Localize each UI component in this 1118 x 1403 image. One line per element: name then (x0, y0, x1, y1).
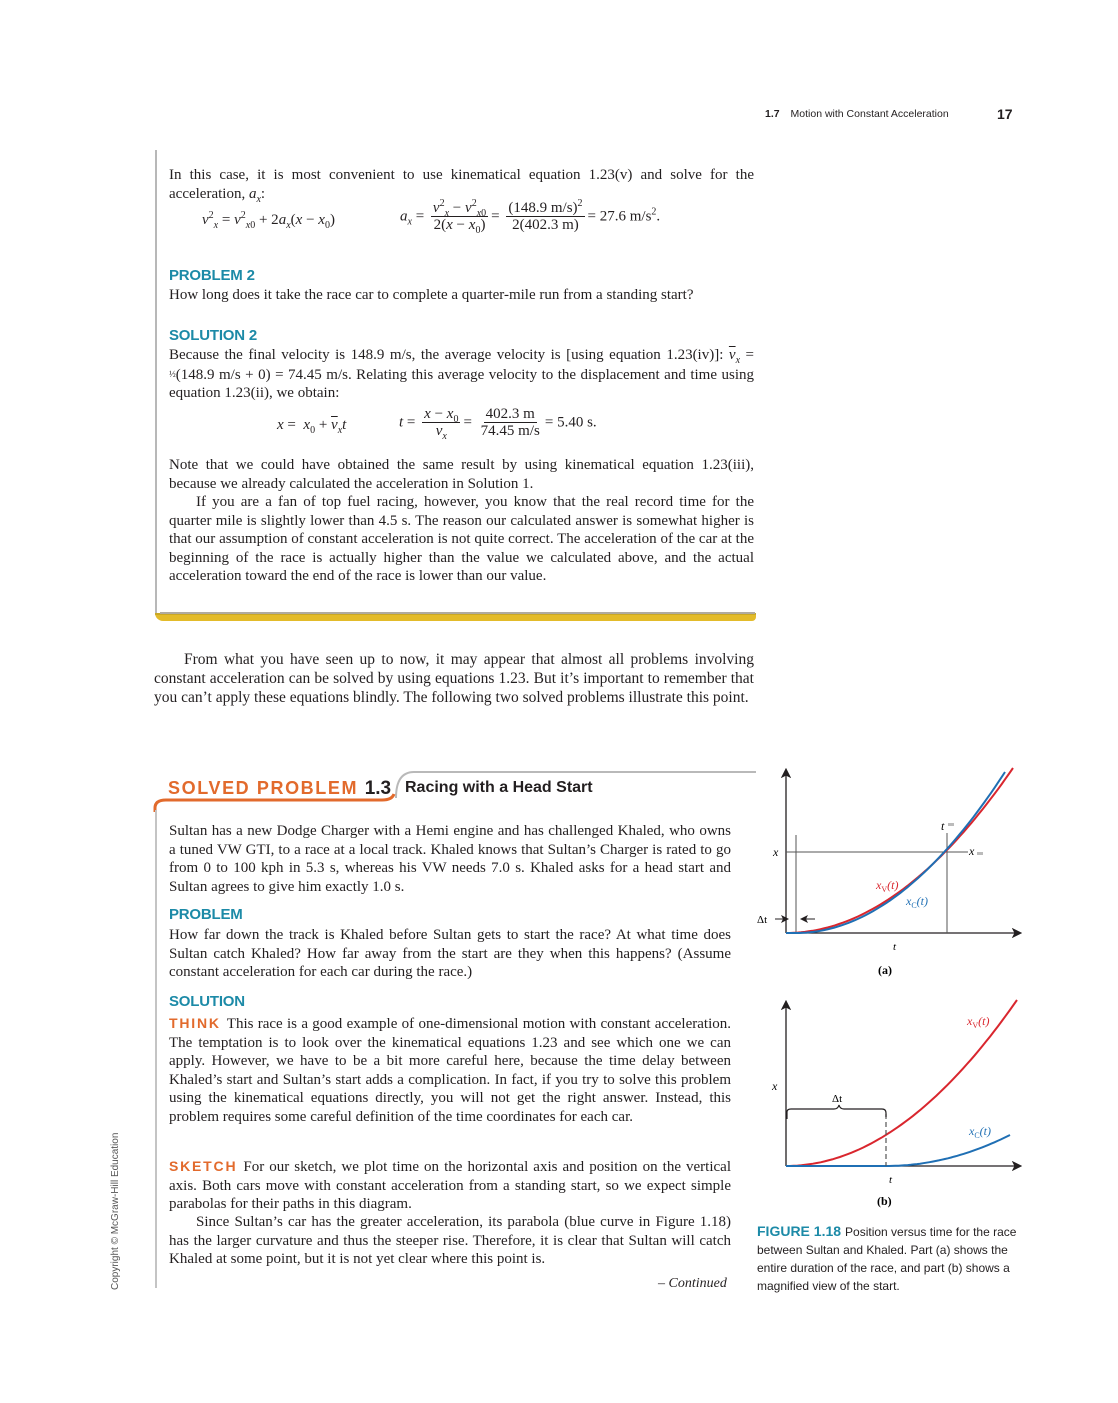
y-axis-label: x (772, 1079, 778, 1093)
note-paragraph: Note that we could have obtained the same result by using kinematical equation 1.23(iii), because we already calculated the acceleration in Solution 1. (169, 457, 754, 492)
x-axis-label: t (889, 1174, 893, 1186)
figure-caption: FIGURE 1.18 Position versus time for the race between Sultan and Khaled. Part (a) shows the entire duration of the race, and part (b) shows a magnified view of the start. (757, 1223, 1017, 1293)
x-axis-label: t (893, 941, 897, 953)
curve-c-label: $x_C(t)$ (906, 894, 928, 910)
meeting-time-subscript (948, 823, 954, 826)
equation-time: t = $\frac{x - x_0}{\overline{v}_x}$ = $\frac{402.3 m}{74.45 m/s}$ = 5.40 s. (399, 406, 597, 442)
example-box-bottom-rule (155, 613, 756, 621)
part-a-label: (a) (878, 963, 892, 977)
section-number: 1.7 (765, 108, 780, 120)
continued-label: – Continued (658, 1276, 727, 1291)
record-time-paragraph: If you are a fan of top fuel racing, however, you know that the real record time for the quarter mile is slightly lower than 4.5 s. The reason our calculated answer is somewhat higher is that our assumption of constant acceleration is not quite correct. The acceleration of the car at the beginning of the race is actually higher than the value we calculated above, and the actual acceleration toward the end of the race is lower than our value. (169, 494, 754, 584)
sketch-paragraph-2: Since Sultan’s car has the greater acceleration, its parabola (blue curve in Figure 1.18) has the larger curvature and thus the steeper rise. Therefore, it is clear that Sultan will catch Khaled at some point, but it is not yet clear where this point is. (169, 1214, 731, 1267)
meeting-position-subscript (977, 852, 983, 855)
part-b-label: (b) (877, 1194, 892, 1208)
problem-2-text: How long does it take the race car to complete a quarter-mile run from a standing start? (169, 287, 694, 303)
equation-position-average-velocity: $x = x_0 + \overline{v}_xt$ (277, 417, 347, 436)
page-number: 17 (997, 106, 1013, 122)
meeting-time-label: t (941, 819, 945, 833)
solution-heading: SOLUTION (169, 993, 245, 1010)
running-head (765, 108, 949, 120)
main-paragraph: From what you have seen up to now, it may appear that almost all problems involving constant acceleration can be solved by using equations 1.23. But it’s important to remember that you can’t apply these equations blindly. The following two solved problems illustrate this point. (154, 651, 754, 706)
curve-khaled-vw (786, 768, 1013, 933)
equation-velocity-squared: $v^2_x = v^2_{x0} + 2a_x(x - x_0)$ (202, 210, 335, 231)
y-axis-label: x (773, 845, 779, 859)
think-paragraph: THINK This race is a good example of one-dimensional motion with constant acceleration. The temptation is to look over the kinematical equations 1.23 and see which one we can apply. However, we have to be a bit more careful here, because the time delay between Khaled’s start and Sultan’s start adds a complication. In fact, if you try to solve this problem using the kinematical equations directly, you will not get the right answer. Instead, this problem requires some careful definition of the time coordinates for each car. (169, 1015, 731, 1125)
curve-v-label: $x_V(t)$ (967, 1014, 990, 1030)
meeting-position-label: x (969, 844, 975, 858)
example-box-shadow-rule (160, 612, 755, 614)
delta-t-label: Δt (832, 1093, 843, 1105)
equation-acceleration: $a_x$ = $\frac{v^2_x - v^2_{x0}}{2(x - x_0)}$ = $\frac{(148.9 m/s)^2}{2(402.3 m)}$ = 27.6 $m/s^2$. (400, 198, 661, 236)
section-title: Motion with Constant Acceleration (790, 108, 949, 120)
sketch-label: SKETCH (169, 1158, 238, 1174)
figure-label: FIGURE 1.18 (757, 1223, 842, 1239)
problem-heading: PROBLEM (169, 906, 243, 923)
solved-problem-title: Racing with a Head Start (405, 779, 593, 796)
problem-text: How far down the track is Khaled before Sultan gets to start the race? At what time does Sultan catch Khaled? How far away from the start are they when this happens? (Assume constant acceleration for each car during the race.) (169, 927, 731, 980)
delta-t-label: Δt (757, 914, 768, 926)
think-label: THINK (169, 1015, 221, 1031)
problem-2-heading: PROBLEM 2 (169, 267, 255, 284)
solution-2-heading: SOLUTION 2 (169, 327, 258, 344)
curve-c-label: $x_C(t)$ (969, 1124, 991, 1140)
solved-problem-label: SOLVED PROBLEM 1.3 (168, 778, 392, 799)
sketch-paragraph: SKETCH For our sketch, we plot time on the horizontal axis and position on the vertical axis. Both cars move with constant acceleration from a standing start, so we expect simple parabolas for their paths in this diagram. (169, 1158, 731, 1212)
curve-v-label: $x_V(t)$ (876, 878, 899, 894)
solved-problem-number: 1.3 (364, 778, 392, 799)
figure-1-18-b (755, 995, 1030, 1210)
copyright-notice: Copyright © McGraw-Hill Education (110, 1132, 121, 1290)
intro-paragraph: In this case, it is most convenient to use kinematical equation 1.23(v) and solve for the acceleration, $a_x$: (169, 167, 754, 205)
solved-problem-intro: Sultan has a new Dodge Charger with a Hemi engine and has challenged Khaled, who owns a tuned VW GTI, to a race at a local track. Khaled knows that Sultan’s Charger is rated to go from 0 to 100 kph in 5.3 s, whereas his VW needs 7.0 s. Khaled asks for a head start and Sultan agrees to give him exactly 1.0 s. (169, 823, 731, 895)
solution-2-text: Because the final velocity is 148.9 m/s, the average velocity is [using equation 1.23(iv)]: $\overline{v}_x$ = ½(148.9 m/s + 0) = 74.45 m/s. Relating this average velocity to the displacement and time using equation 1.23(ii), we obtain: (169, 347, 754, 401)
figure-1-18-a (755, 765, 1030, 980)
solved-problem-box-border (155, 810, 157, 1288)
delta-t-brace (787, 1105, 886, 1119)
